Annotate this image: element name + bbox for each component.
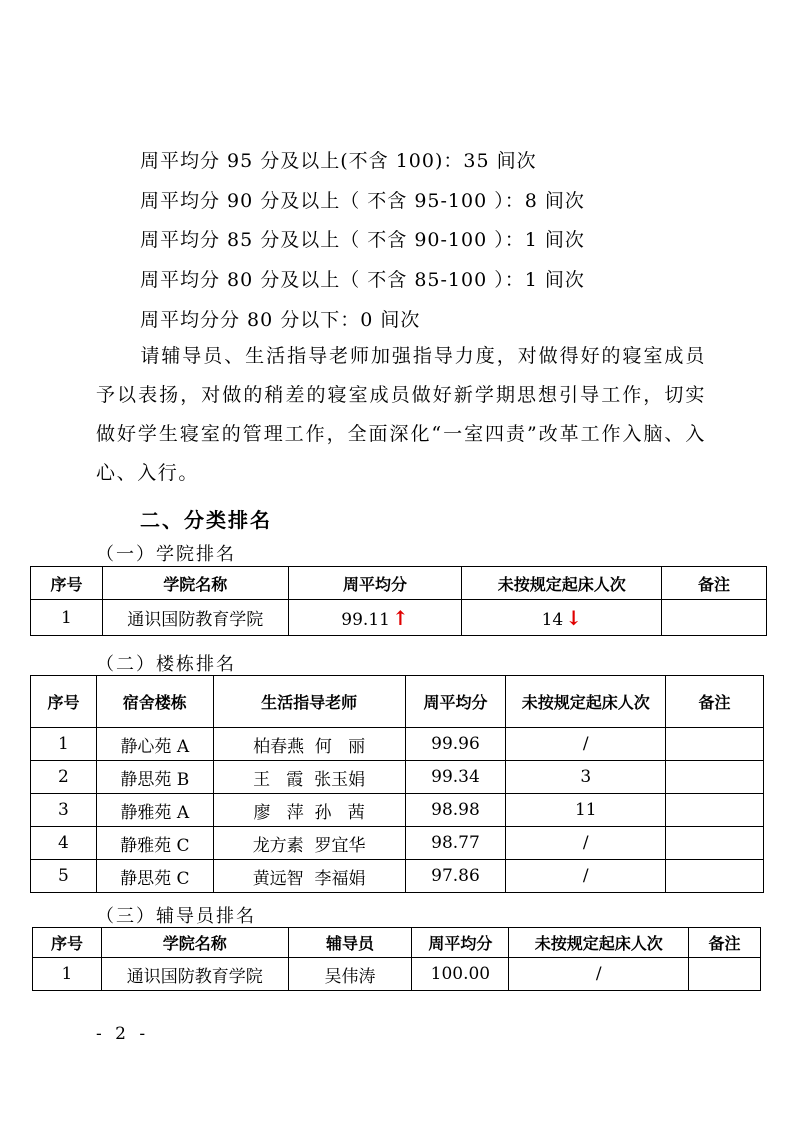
section-title: 二、分类排名 [140, 508, 272, 532]
table-header-row [31, 567, 767, 600]
cell-no: 1 [33, 958, 102, 991]
avg-value: 99.11 [341, 609, 390, 630]
cell-note [666, 860, 764, 893]
cell-note [666, 728, 764, 761]
header-cell: 序号 [33, 928, 102, 958]
header-cell: 序号 [31, 567, 103, 600]
cell-count: / [509, 958, 689, 991]
cell-count [462, 600, 662, 636]
arrow-down-icon: ↓ [565, 605, 582, 630]
cell-count: / [506, 728, 666, 761]
cell-note [666, 794, 764, 827]
cell-note [666, 761, 764, 794]
cell-avg: 98.77 [405, 827, 506, 860]
cell-building: 静心苑 A [96, 728, 213, 761]
stats-line-1: 周平均分 95 分及以上(不含 100)：35 间次 [140, 150, 537, 172]
table-row [31, 827, 764, 860]
header-cell: 未按规定起床人次 [462, 567, 662, 600]
header-cell: 学院名称 [101, 928, 288, 958]
cell-avg: 99.96 [405, 728, 506, 761]
cell-teacher: 黄远智 李福娟 [213, 860, 405, 893]
header-cell: 辅导员 [288, 928, 412, 958]
cell-building: 静思苑 B [96, 761, 213, 794]
table-row [31, 728, 764, 761]
table-header-row [31, 676, 764, 728]
table-row [31, 761, 764, 794]
table-header-row [33, 928, 761, 958]
cell-building: 静雅苑 A [96, 794, 213, 827]
cell-teacher: 龙方素 罗宜华 [213, 827, 405, 860]
header-cell: 未按规定起床人次 [506, 676, 666, 728]
cell-count: / [506, 827, 666, 860]
cell-no: 4 [31, 827, 97, 860]
cell-avg: 98.98 [405, 794, 506, 827]
cell-note [689, 958, 761, 991]
header-cell: 备注 [666, 676, 764, 728]
cell-count: 11 [506, 794, 666, 827]
cell-avg [288, 600, 462, 636]
cell-avg: 99.34 [405, 761, 506, 794]
header-cell: 未按规定起床人次 [509, 928, 689, 958]
cell-teacher: 柏春燕 何 丽 [213, 728, 405, 761]
cell-college: 通识国防教育学院 [102, 600, 288, 636]
count-value: 14 [541, 609, 564, 630]
cell-teacher: 廖 萍 孙 茜 [213, 794, 405, 827]
page-number: - 2 - [96, 1024, 150, 1044]
table-row [31, 600, 767, 636]
cell-note [662, 600, 767, 636]
cell-no: 5 [31, 860, 97, 893]
header-cell: 备注 [689, 928, 761, 958]
cell-building: 静思苑 C [96, 860, 213, 893]
header-cell: 备注 [662, 567, 767, 600]
arrow-up-icon: ↑ [391, 605, 409, 630]
header-cell: 宿舍楼栋 [96, 676, 213, 728]
cell-no: 1 [31, 728, 97, 761]
header-cell: 学院名称 [102, 567, 288, 600]
stats-line-5: 周平均分分 80 分以下：0 间次 [140, 309, 421, 331]
college-table-title: （一）学院排名 [96, 544, 236, 565]
header-cell: 生活指导老师 [213, 676, 405, 728]
cell-building: 静雅苑 C [96, 827, 213, 860]
stats-line-3: 周平均分 85 分及以上（ 不含 90-100 ）：1 间次 [140, 229, 585, 251]
building-table-title: （二）楼栋排名 [96, 654, 236, 675]
stats-line-2: 周平均分 90 分及以上（ 不含 95-100 ）：8 间次 [140, 190, 585, 212]
building-ranking-table [30, 675, 764, 893]
stats-line-4: 周平均分 80 分及以上（ 不含 85-100 ）：1 间次 [140, 269, 585, 291]
header-cell: 周平均分 [412, 928, 509, 958]
college-ranking-table [30, 566, 767, 636]
table-row [31, 860, 764, 893]
cell-counselor: 吴伟涛 [288, 958, 412, 991]
cell-count: 3 [506, 761, 666, 794]
cell-no: 1 [31, 600, 103, 636]
cell-count: / [506, 860, 666, 893]
cell-college: 通识国防教育学院 [101, 958, 288, 991]
header-cell: 周平均分 [405, 676, 506, 728]
table-row [31, 794, 764, 827]
cell-no: 3 [31, 794, 97, 827]
counselor-table-title: （三）辅导员排名 [96, 906, 256, 927]
cell-avg: 100.00 [412, 958, 509, 991]
cell-no: 2 [31, 761, 97, 794]
table-row [33, 958, 761, 991]
cell-note [666, 827, 764, 860]
cell-teacher: 王 霞 张玉娟 [213, 761, 405, 794]
counselor-ranking-table [32, 927, 761, 991]
cell-avg: 97.86 [405, 860, 506, 893]
paragraph-text: 请辅导员、生活指导老师加强指导力度，对做得好的寝室成员予以表扬，对做的稍差的寝室成员做好新学期思想引导工作，切实做好学生寝室的管理工作，全面深化“一室四责”改革工作入脑、入心、入行。 [96, 345, 706, 484]
instruction-paragraph [96, 337, 706, 493]
header-cell: 序号 [31, 676, 97, 728]
header-cell: 周平均分 [288, 567, 462, 600]
